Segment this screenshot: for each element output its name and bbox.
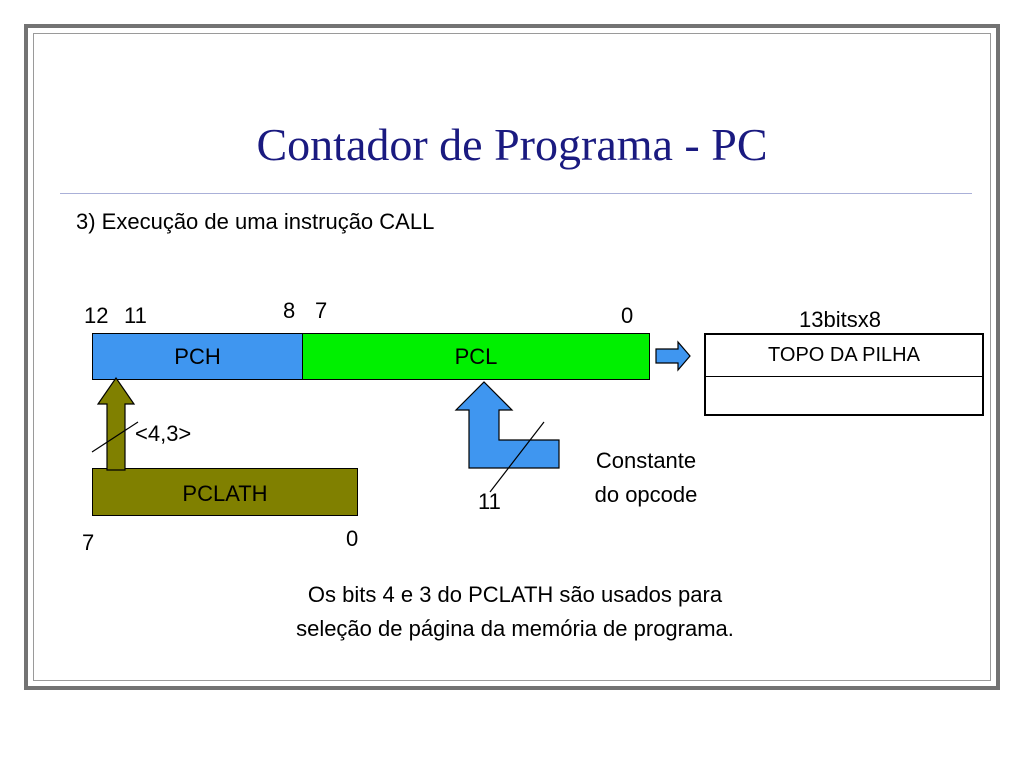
slide-title: Contador de Programa - PC <box>256 119 768 170</box>
pch-label: PCH <box>174 343 221 369</box>
slide-subtitle: 3) Execução de uma instrução CALL <box>76 209 435 234</box>
opcode-to-pcl-arrow <box>456 382 559 468</box>
constant-label-line2: do opcode <box>594 482 698 507</box>
bits-11-label: 11 <box>478 489 501 514</box>
pcl-label: PCL <box>454 343 498 369</box>
bit-label-7: 7 <box>315 298 328 323</box>
pclath-bit-label-0: 0 <box>346 526 359 551</box>
bit-label-8: 8 <box>283 298 296 323</box>
bit-label-11: 11 <box>124 303 147 328</box>
pc-to-stack-arrow <box>656 342 690 370</box>
note-line1: Os bits 4 e 3 do PCLATH são usados para <box>307 582 723 607</box>
bit-label-0: 0 <box>621 303 634 328</box>
stack-size-label: 13bitsx8 <box>799 307 881 332</box>
bits-4-3-label: <4,3> <box>135 421 192 446</box>
bit-label-12: 12 <box>84 303 109 328</box>
constant-label-line1: Constante <box>595 448 697 473</box>
pclath-to-pch-arrow <box>98 378 134 470</box>
note-line2: seleção de página da memória de programa. <box>296 616 734 641</box>
pclath-bit-label-7: 7 <box>82 530 95 555</box>
pclath-label: PCLATH <box>182 481 268 506</box>
stack-top-label: TOPO DA PILHA <box>768 344 920 366</box>
